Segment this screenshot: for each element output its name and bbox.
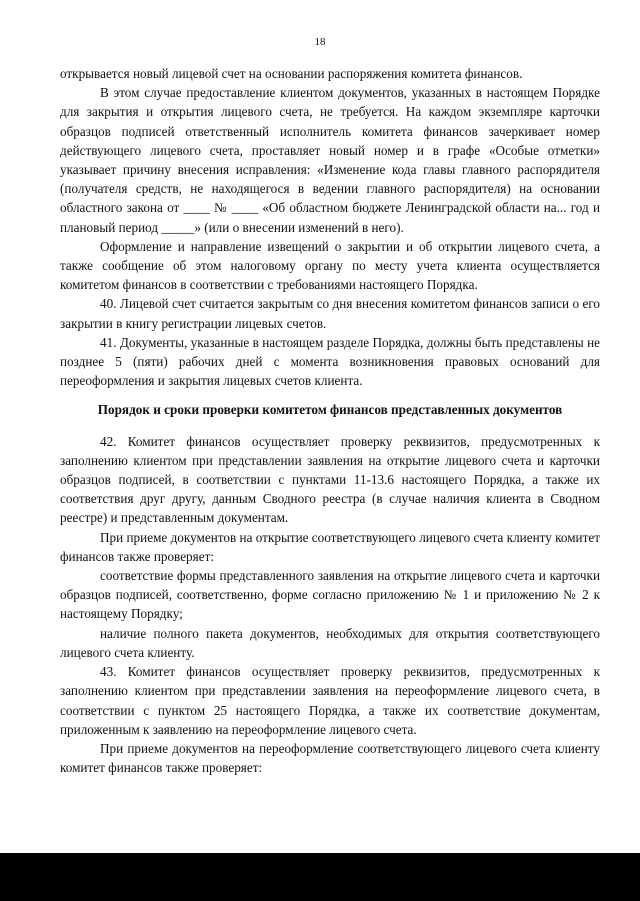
- paragraph-reissue-checks-intro: При приеме документов на переоформление соответствующего лицевого счета клиенту комитет финансов также проверяет:: [60, 740, 600, 776]
- paragraph-account-renumbering: В этом случае предоставление клиентом документов, указанных в настоящем Порядке для закрытия и открытия лицевого счета, не требуется. На каждом экземпляре карточки образцов подписей ответственный исполнитель комитета финансов зачеркивает номер действующего лицевого счета, проставляет новый номер и в графе «Особые отметки» указывает причину внесения исправления: «Изменение кода главы главного распорядителя (получателя средств, не находящегося в ведении главного распорядителя) на основании областного закона от ____ № ____ «Об областном бюджете Ленинградской области на... год и плановый период _____» (или о внесении изменений в него).: [60, 85, 600, 235]
- paragraph-opening-checks-intro: При приеме документов на открытие соответствующего лицевого счета клиенту комитет финансов также проверяет:: [60, 529, 600, 564]
- scan-bottom-border: [0, 853, 640, 901]
- paragraph-item-42: 42. Комитет финансов осуществляет проверку реквизитов, предусмотренных к заполнению клиентом при представлении заявления на открытие лицевого счета и карточки образцов подписей, в соответствии с пунктами 11-13.6 настоящего Порядка, а также их соответствия друг другу, данным Сводного реестра (в случае наличия клиента в Сводном реестре) и представленным документам.: [60, 433, 600, 526]
- paragraph-item-43: 43. Комитет финансов осуществляет проверку реквизитов, предусмотренных к заполнению клиентом при представлении заявления на переоформление лицевого счета, в соответствии с пунктом 25 настоящего Порядка, а также их соответствие документам, приложенным к заявлению на переоформление лицевого счета.: [60, 664, 600, 737]
- paragraph-item-40: 40. Лицевой счет считается закрытым со дня внесения комитетом финансов записи о его закрытии в книгу регистрации лицевых счетов.: [60, 296, 600, 331]
- section-heading: Порядок и сроки проверки комитетом финансов представленных документов: [97, 402, 563, 418]
- page-number: 18: [314, 36, 326, 48]
- paragraph-continuation: открывается новый лицевой счет на основании распоряжения комитета финансов.: [60, 66, 523, 81]
- paragraph-form-compliance: соответствие формы представленного заявления на открытие лицевого счета и карточки образцов подписей, соответственно, форме согласно приложению № 1 и приложению № 2 к настоящему Порядку;: [60, 568, 600, 622]
- document-body: [60, 64, 600, 777]
- paragraph-document-package: наличие полного пакета документов, необходимых для открытия соответствующего лицевого счета клиенту.: [60, 625, 600, 660]
- paragraph-notifications: Оформление и направление извещений о закрытии и об открытии лицевого счета, а также сообщение об этом налоговому органу по месту учета клиента осуществляется комитетом финансов в соответствии с требованиями настоящего Порядка.: [60, 238, 600, 293]
- paragraph-item-41: 41. Документы, указанные в настоящем разделе Порядка, должны быть представлены не позднее 5 (пяти) рабочих дней с момента возникновения правовых оснований для переоформления и закрытия лицевых счетов клиента.: [60, 334, 600, 389]
